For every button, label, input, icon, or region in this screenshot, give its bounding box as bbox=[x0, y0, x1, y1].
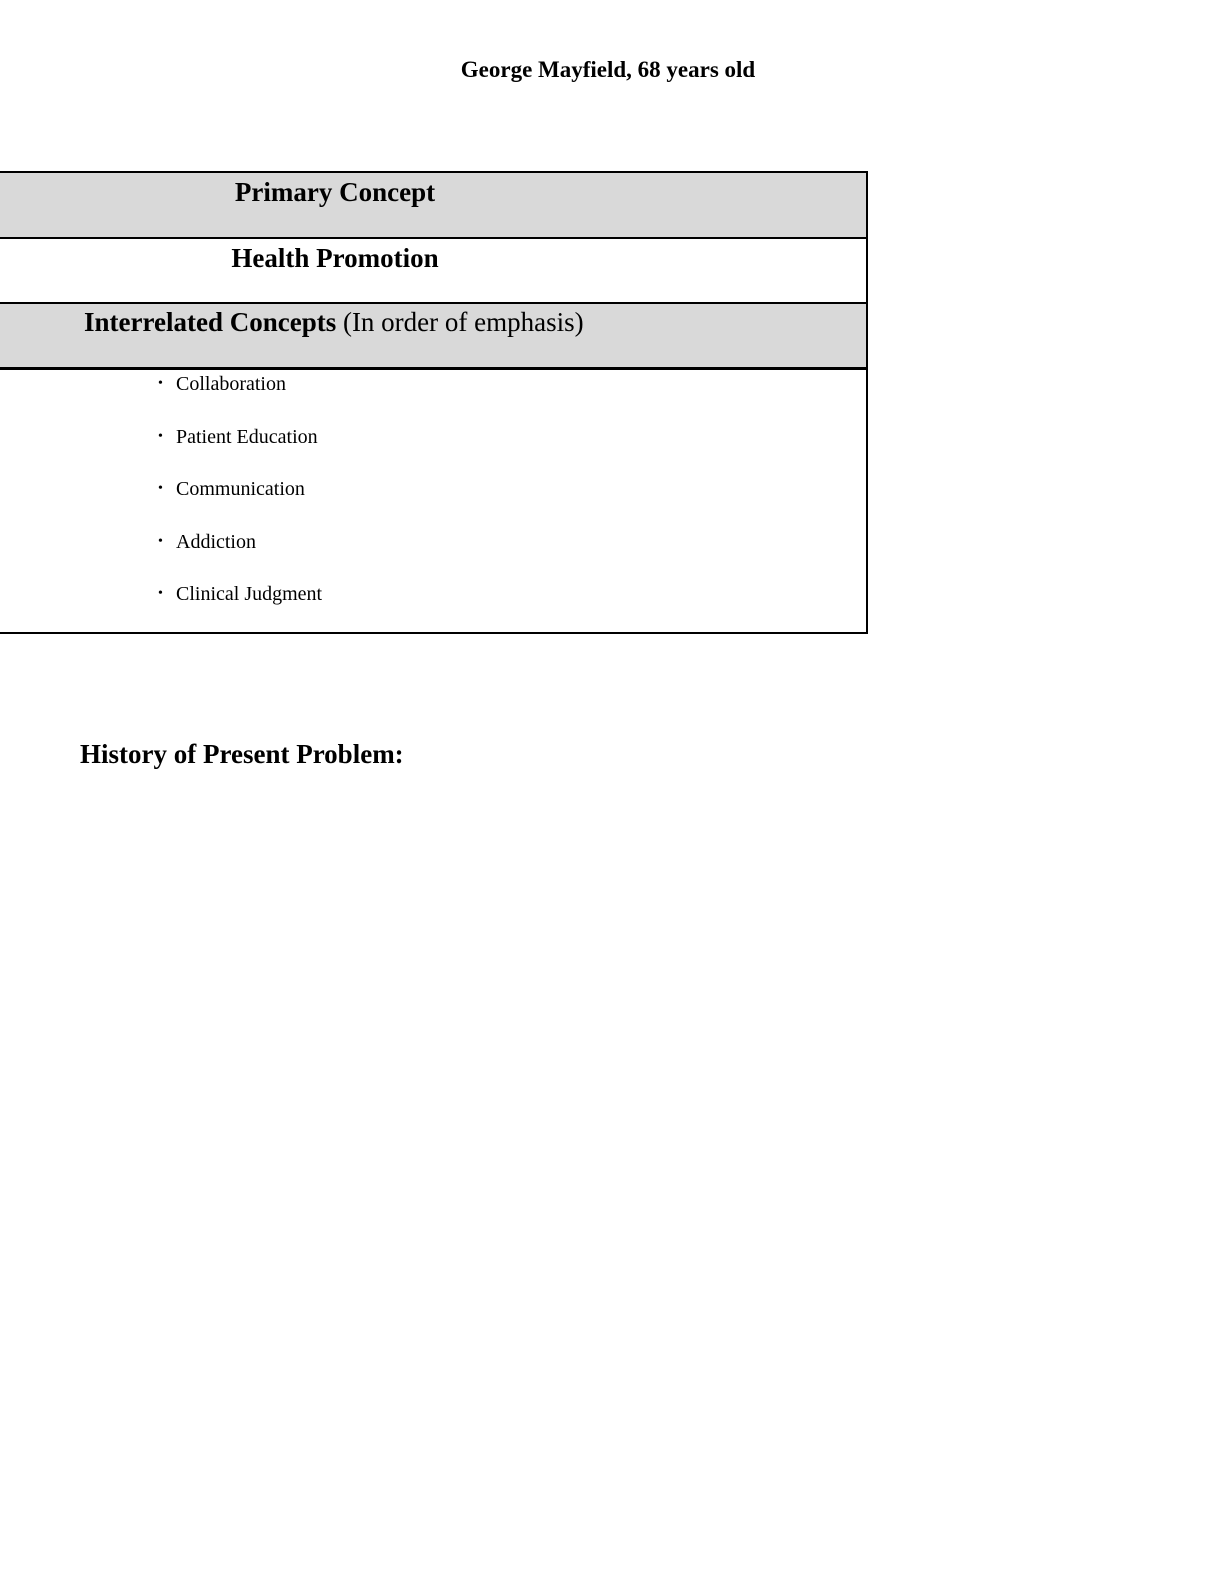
bullet-icon: • bbox=[158, 533, 163, 549]
interrelated-concepts-header-row bbox=[0, 304, 866, 370]
list-item-label: Collaboration bbox=[176, 373, 286, 395]
interrelated-concepts-list bbox=[0, 370, 866, 635]
list-item bbox=[158, 582, 866, 635]
interrelated-concepts-label: Interrelated Concepts bbox=[84, 307, 337, 337]
interrelated-concepts-title bbox=[0, 304, 866, 338]
bullet-icon: • bbox=[158, 376, 163, 391]
interrelated-concepts-qualifier: (In order of emphasis) bbox=[342, 307, 584, 337]
concept-table bbox=[0, 171, 868, 634]
interrelated-concepts-list-row bbox=[0, 370, 866, 632]
primary-concept-value: Health Promotion bbox=[231, 243, 439, 273]
list-item-label: Patient Education bbox=[176, 425, 318, 448]
list-item bbox=[158, 477, 866, 530]
page-title: George Mayfield, 68 years old bbox=[460, 57, 756, 82]
list-item-label: Clinical Judgment bbox=[176, 583, 323, 605]
list-item bbox=[158, 425, 866, 478]
primary-concept-label: Primary Concept bbox=[234, 177, 436, 207]
primary-concept-value-row bbox=[0, 239, 866, 304]
list-item-label: Addiction bbox=[176, 530, 256, 553]
bullet-icon: • bbox=[158, 428, 163, 444]
bullet-icon: • bbox=[158, 481, 163, 496]
list-item bbox=[158, 530, 866, 583]
primary-concept-header-row bbox=[0, 173, 866, 239]
list-item-label: Communication bbox=[176, 478, 305, 500]
history-of-present-problem-heading: History of Present Problem: bbox=[80, 739, 404, 769]
list-item bbox=[158, 372, 866, 425]
bullet-icon: • bbox=[158, 586, 163, 601]
